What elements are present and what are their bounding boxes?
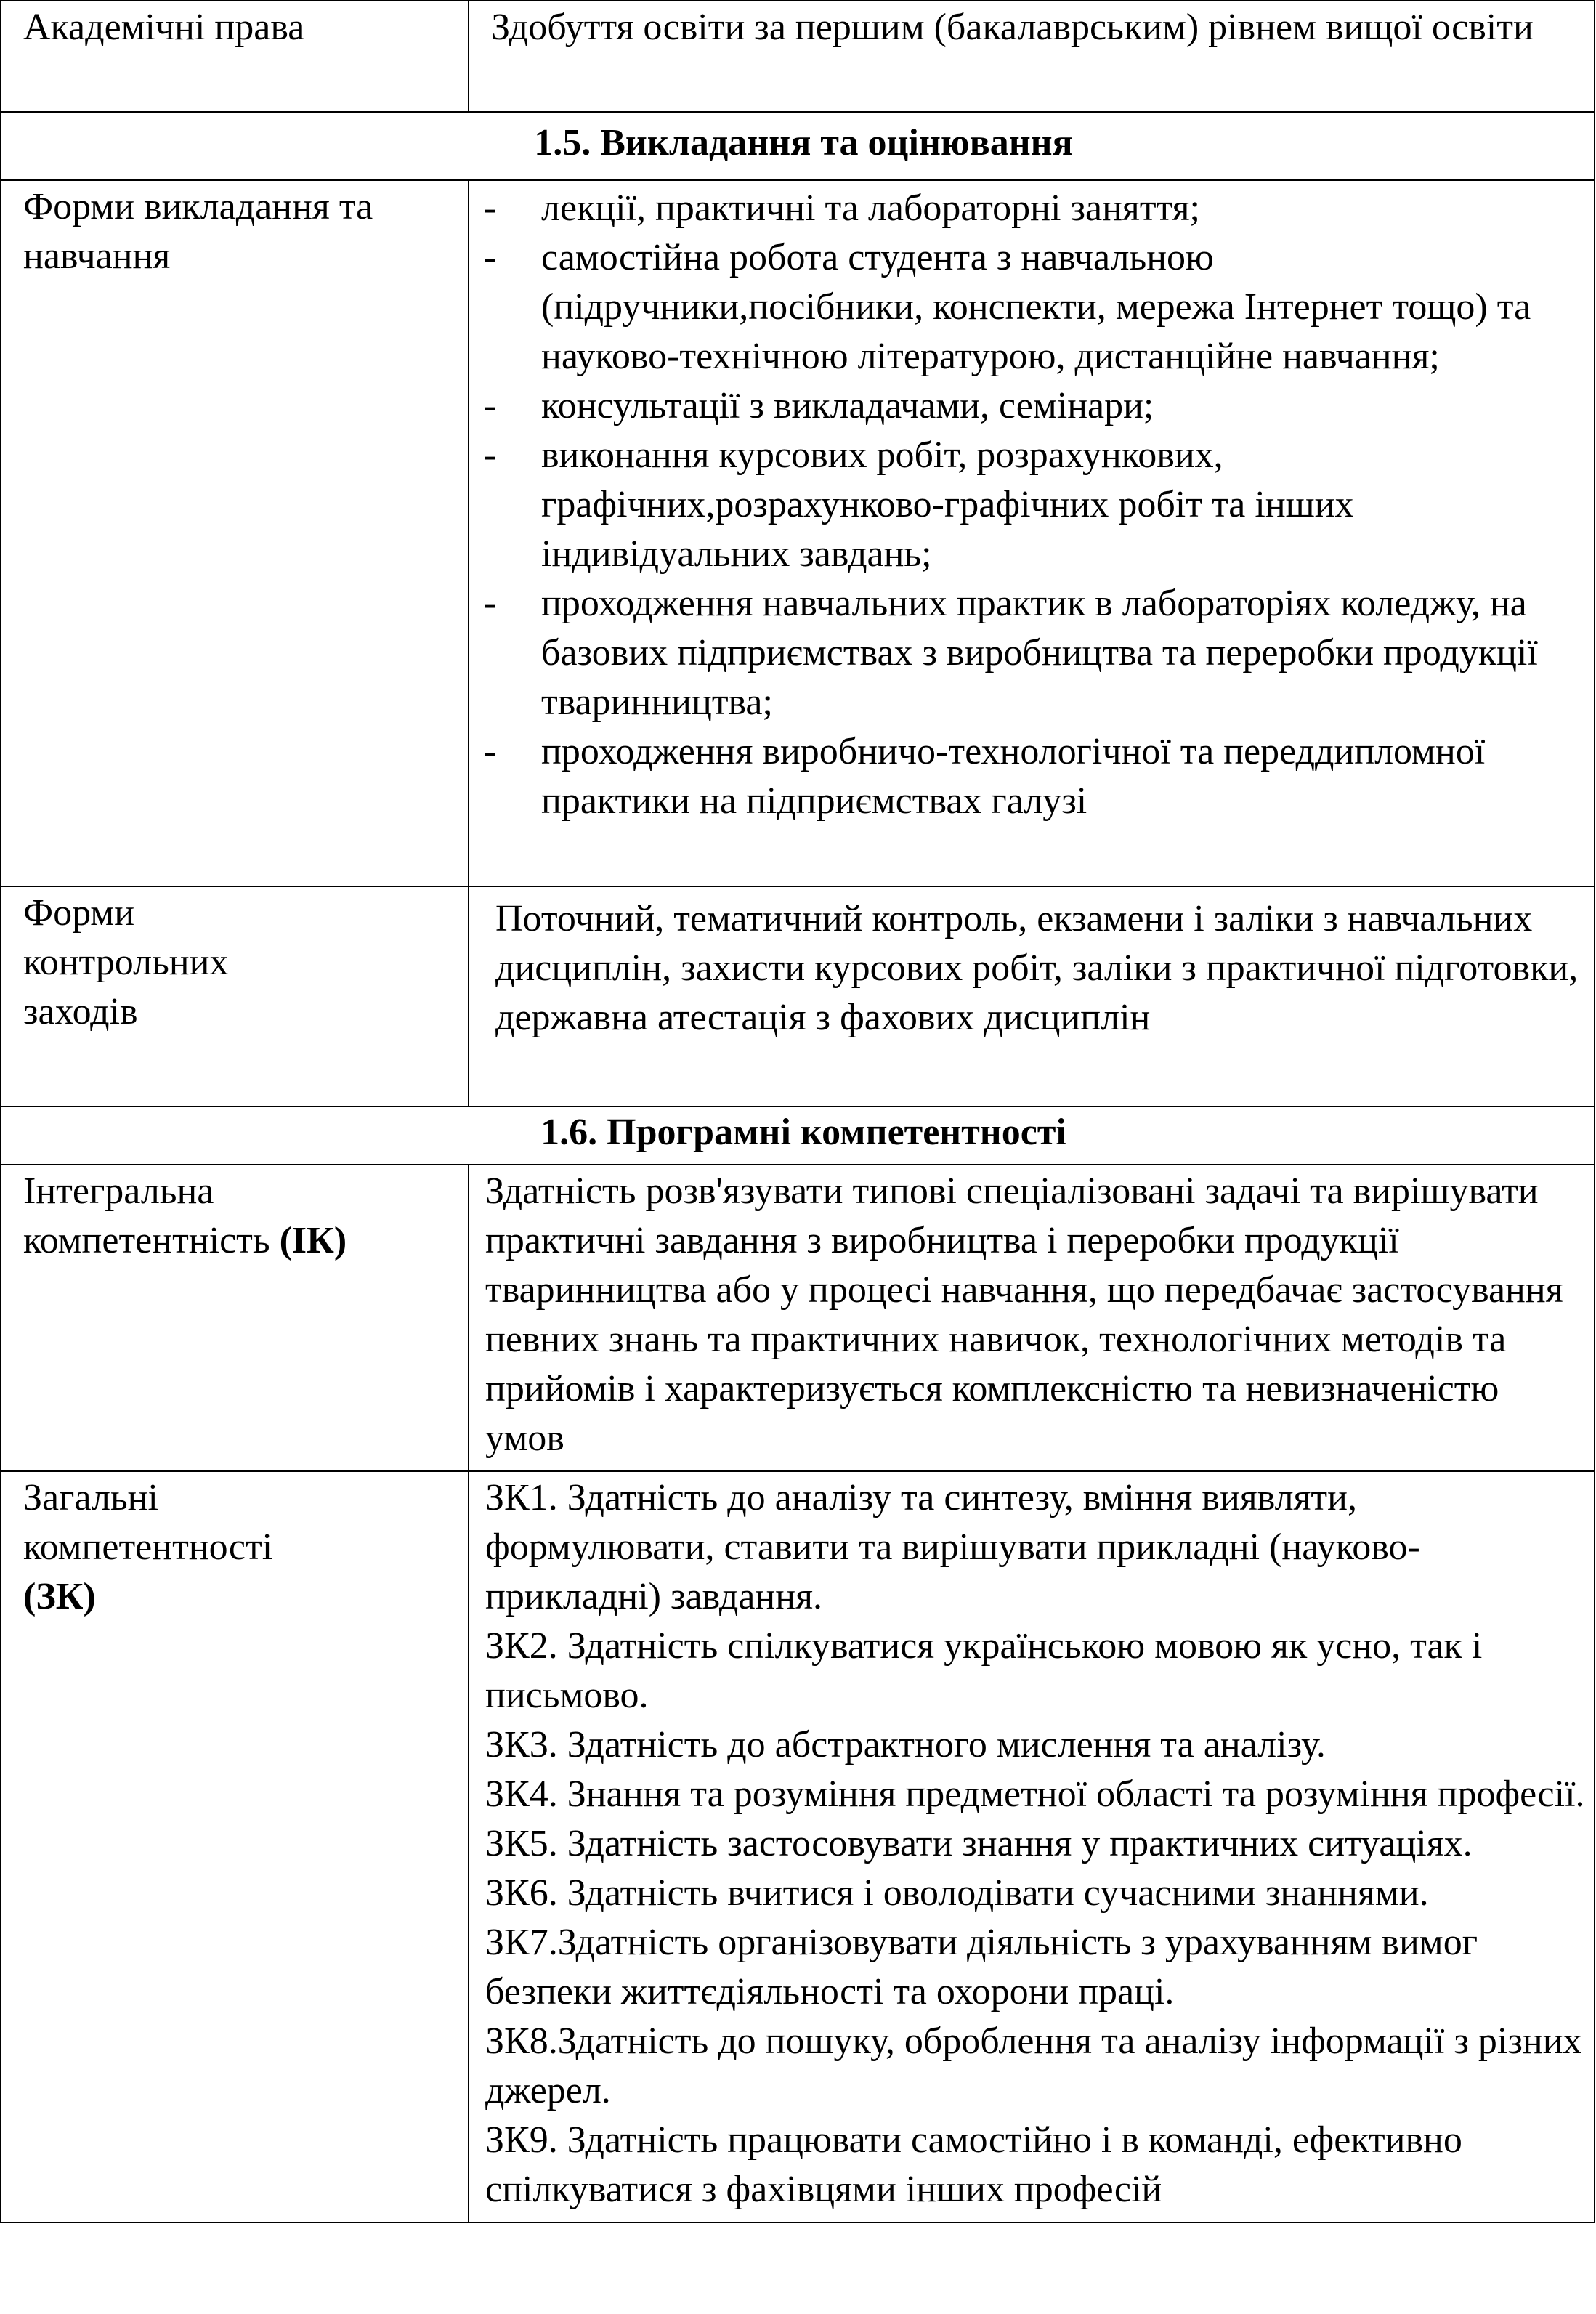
list-item-text: самостійна робота студента з навчальною (підручники,посібники, конспекти, мережа Інтернет тощо) та науково-технічною літературою, дистанційне навчання; — [541, 237, 1531, 377]
list-item-text: лекції, практичні та лабораторні заняття; — [541, 187, 1200, 229]
list-item: ЗК4. Знання та розуміння предметної області та розуміння професії. — [485, 1773, 1585, 1815]
dash-marker: - — [484, 583, 497, 624]
list-item-text: консультації з викладачами, семінари; — [541, 385, 1154, 426]
general-competences-label — [1, 1471, 469, 2222]
control-forms-value: Поточний, тематичний контроль, екзамени і заліки з навчальних дисциплін, захисти курсових робіт, заліки з практичної підготовки, державна атестація з фахових дисциплін — [469, 886, 1595, 1107]
teaching-forms-label: Форми викладання та навчання — [1, 180, 469, 886]
teaching-forms-list — [469, 180, 1595, 886]
list-item — [484, 579, 1584, 727]
list-item — [484, 184, 1584, 233]
section-heading-competences: 1.6. Програмні компетентності — [1, 1107, 1595, 1165]
integral-competence-value: Здатність розв'язувати типові спеціалізовані задачі та вирішувати практичні завдання з виробництва і переробки продукції тваринництва або у процесі навчання, що передбачає застосування певних знань та практичних навичок, технологічних методів та прийомів і характеризується комплексністю та невизначеністю умов — [469, 1165, 1595, 1471]
academic-rights-value: Здобуття освіти за першим (бакалаврським) рівнем вищої освіти — [469, 1, 1595, 112]
list-item: ЗК2. Здатність спілкуватися українською мовою як усно, так і письмово. — [485, 1625, 1483, 1716]
dash-marker: - — [484, 434, 497, 476]
row-control-forms — [1, 886, 1595, 1107]
list-item-text: проходження навчальних практик в лабораторіях коледжу, на базових підприємствах з виробництва та переробки продукції тваринництва; — [541, 583, 1538, 723]
dash-marker: - — [484, 237, 497, 278]
general-label-text: Загальні компетентності — [23, 1477, 273, 1568]
integral-label-text: Інтегральна компетентність — [23, 1170, 270, 1261]
list-item: ЗК3. Здатність до абстрактного мислення та аналізу. — [485, 1724, 1326, 1765]
integral-competence-label — [1, 1165, 469, 1471]
list-item — [484, 727, 1584, 826]
dash-marker: - — [484, 731, 497, 772]
row-section-1-5 — [1, 112, 1595, 180]
dash-marker: - — [484, 187, 497, 229]
row-teaching-forms — [1, 180, 1595, 886]
list-item-text: виконання курсових робіт, розрахункових, графічних,розрахунково-графічних робіт та інших індивідуальних завдань; — [541, 434, 1354, 575]
list-item: ЗК1. Здатність до аналізу та синтезу, вміння виявляти, формулювати, ставити та вирішувати прикладні (науково-прикладні) завдання. — [485, 1477, 1420, 1617]
list-item: ЗК5. Здатність застосовувати знання у практичних ситуаціях. — [485, 1823, 1473, 1864]
row-general-competences — [1, 1471, 1595, 2222]
general-competences-list — [469, 1471, 1595, 2222]
row-academic-rights — [1, 1, 1595, 112]
list-item-text: проходження виробничо-технологічної та переддипломної практики на підприємствах галузі — [541, 731, 1486, 822]
row-section-1-6 — [1, 1107, 1595, 1165]
general-code: (ЗК) — [23, 1576, 96, 1617]
list-item — [484, 431, 1584, 579]
dash-marker: - — [484, 385, 497, 426]
list-item: ЗК6. Здатність вчитися і оволодівати сучасними знаннями. — [485, 1872, 1429, 1914]
list-item — [484, 381, 1584, 431]
integral-code: (ІК) — [279, 1220, 347, 1261]
control-forms-label: Форми контрольних заходів — [1, 886, 469, 1107]
list-item — [484, 233, 1584, 381]
section-heading-teaching: 1.5. Викладання та оцінювання — [1, 112, 1595, 180]
row-integral-competence — [1, 1165, 1595, 1471]
academic-rights-label: Академічні права — [1, 1, 469, 112]
list-item: ЗК9. Здатність працювати самостійно і в команді, ефективно спілкуватися з фахівцями інших професій — [485, 2119, 1462, 2210]
list-item: ЗК7.Здатність організовувати діяльність з урахуванням вимог безпеки життєдіяльності та охорони праці. — [485, 1922, 1478, 2012]
list-item: ЗК8.Здатність до пошуку, оброблення та аналізу інформації з різних джерел. — [485, 2020, 1582, 2111]
